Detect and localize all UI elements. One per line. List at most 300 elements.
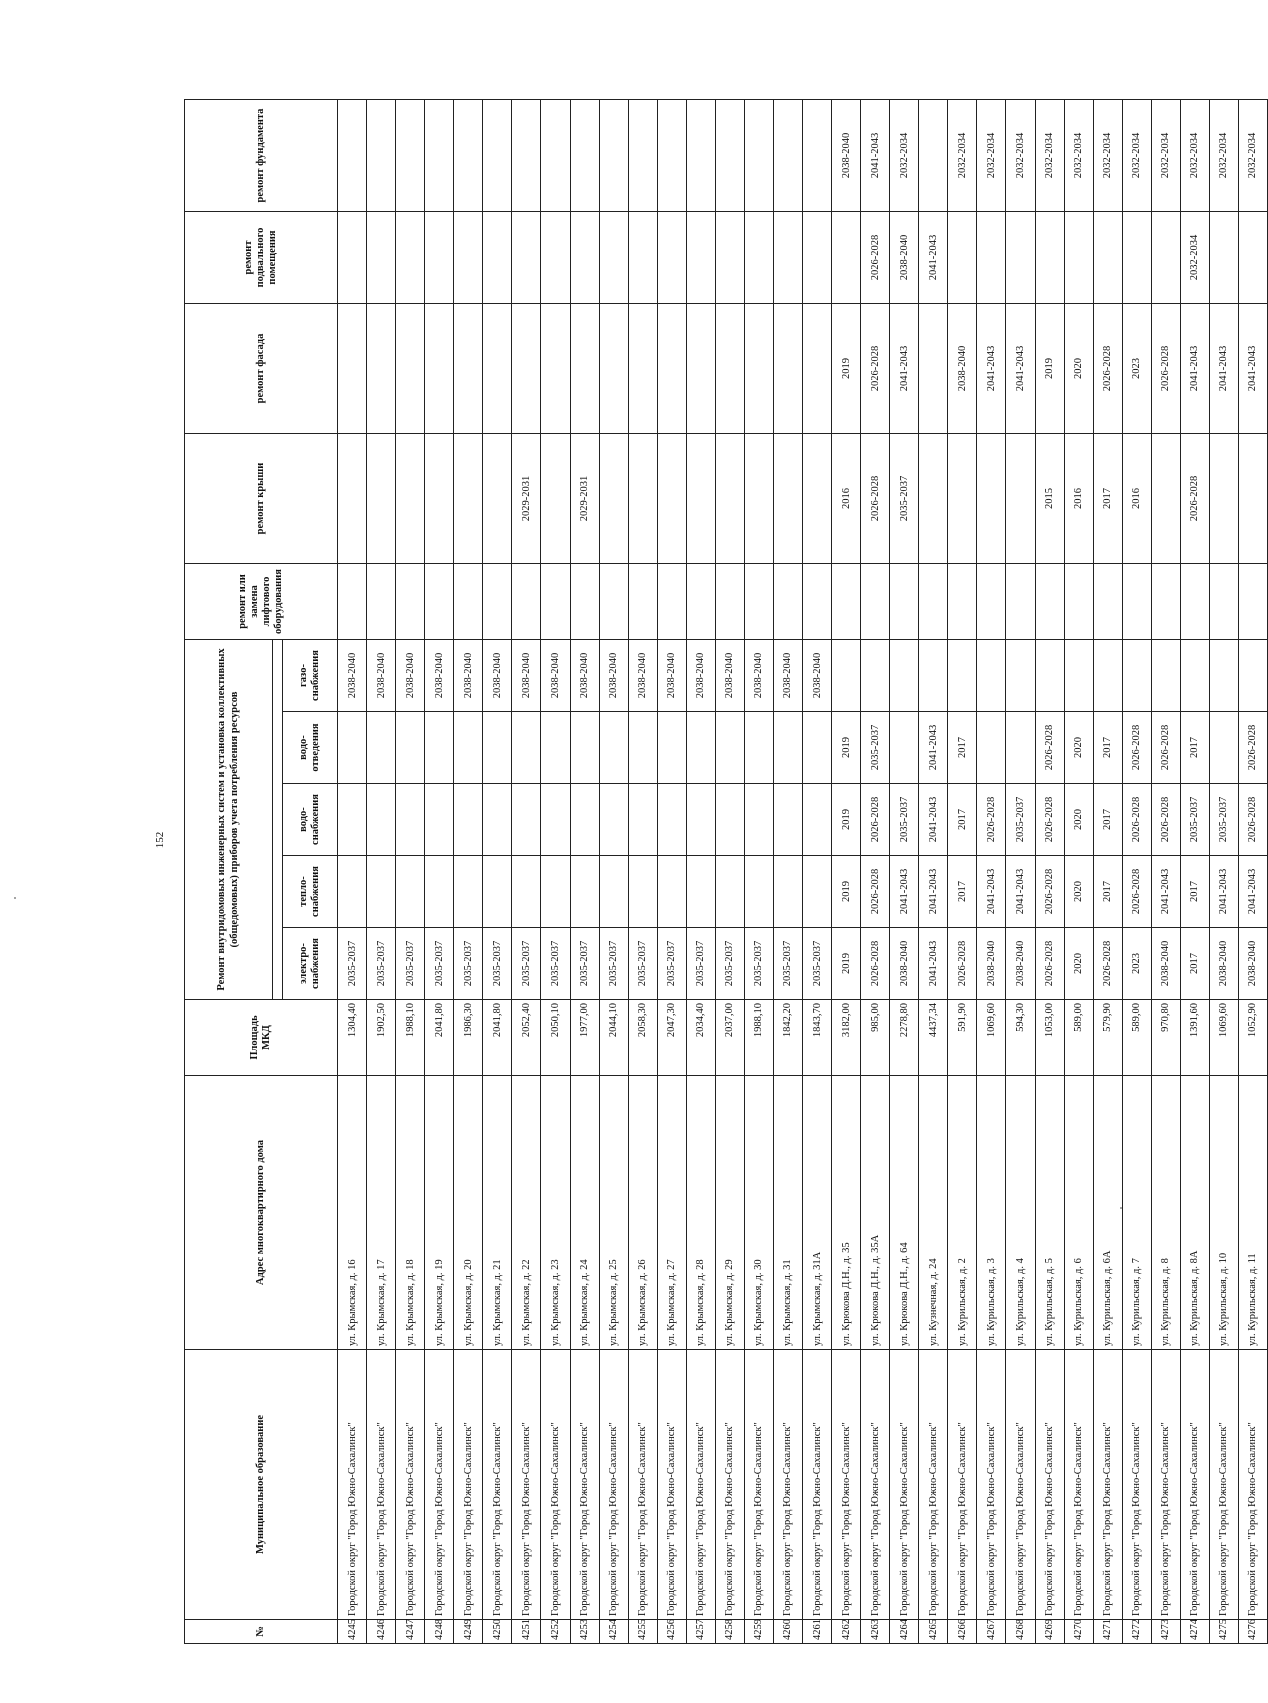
cell-sewerage [686,712,715,784]
cell-heating [773,856,802,928]
cell-area: 2041,80 [425,1000,454,1076]
cell-heating: 2041-2043 [919,856,948,928]
cell-foundation: 2032-2034 [1151,100,1180,212]
cell-municipality: Городской округ "Город Южно-Сахалинск" [454,1350,483,1620]
header-no: № [185,1620,338,1644]
cell-number: 4263 [861,1620,890,1644]
cell-elevator [919,564,948,640]
cell-roof: 2029-2031 [570,434,599,564]
cell-number: 4272 [1122,1620,1151,1644]
cell-address: ул. Курильская, д. 4 [1006,1076,1035,1350]
cell-heating [686,856,715,928]
cell-roof [773,434,802,564]
cell-water-supply [396,784,425,856]
cell-address: ул. Крюкова Д.Н., д. 35А [861,1076,890,1350]
table-row [715,100,744,1644]
cell-heating [425,856,454,928]
cell-water-supply [686,784,715,856]
cell-gas: 2038-2040 [541,640,570,712]
cell-basement [744,212,773,304]
cell-address: ул. Курильская, д. 8А [1180,1076,1209,1350]
cell-roof [541,434,570,564]
cell-elevator [773,564,802,640]
cell-water-supply [483,784,512,856]
cell-foundation [599,100,628,212]
cell-foundation: 2032-2034 [948,100,977,212]
cell-elevator [396,564,425,640]
cell-gas [1006,640,1035,712]
cell-area: 2052,40 [512,1000,541,1076]
cell-electricity: 2038-2040 [1209,928,1238,1000]
cell-heating: 2026-2028 [1122,856,1151,928]
table-row [541,100,570,1644]
cell-facade [454,304,483,434]
cell-electricity: 2035-2037 [715,928,744,1000]
cell-address: ул. Крюкова Д.Н., д. 64 [890,1076,919,1350]
cell-address: ул. Курильская, д. 6А [1093,1076,1122,1350]
cell-municipality: Городской округ "Город Южно-Сахалинск" [1238,1350,1267,1620]
cell-water-supply: 2035-2037 [1209,784,1238,856]
cell-basement [1209,212,1238,304]
cell-heating [657,856,686,928]
cell-basement [396,212,425,304]
cell-elevator [570,564,599,640]
cell-heating: 2041-2043 [1151,856,1180,928]
cell-foundation [919,100,948,212]
cell-roof [1006,434,1035,564]
cell-gas [861,640,890,712]
cell-number: 4256 [657,1620,686,1644]
cell-roof [1151,434,1180,564]
cell-electricity: 2035-2037 [396,928,425,1000]
cell-foundation [570,100,599,212]
cell-sewerage: 2017 [1180,712,1209,784]
table-row [396,100,425,1644]
cell-sewerage [541,712,570,784]
table-row [1209,100,1238,1644]
cell-area: 4437,34 [919,1000,948,1076]
cell-area: 1052,90 [1238,1000,1267,1076]
cell-address: ул. Курильская, д. 11 [1238,1076,1267,1350]
cell-address: ул. Крымская, д. 28 [686,1076,715,1350]
header-area: Площадь МКД [185,1000,338,1076]
header-municipality: Муниципальное образование [185,1350,338,1620]
cell-elevator [1151,564,1180,640]
cell-elevator [599,564,628,640]
cell-gas [1122,640,1151,712]
cell-elevator [657,564,686,640]
cell-electricity: 2035-2037 [744,928,773,1000]
cell-electricity: 2020 [1064,928,1093,1000]
cell-sewerage [454,712,483,784]
cell-number: 4260 [773,1620,802,1644]
cell-facade [570,304,599,434]
cell-heating: 2041-2043 [1238,856,1267,928]
cell-roof [919,434,948,564]
cell-foundation [541,100,570,212]
cell-electricity: 2019 [832,928,861,1000]
cell-gas: 2038-2040 [512,640,541,712]
cell-municipality: Городской округ "Город Южно-Сахалинск" [425,1350,454,1620]
cell-area: 1053,00 [1035,1000,1064,1076]
cell-electricity: 2038-2040 [1151,928,1180,1000]
cell-water-supply: 2035-2037 [1180,784,1209,856]
cell-municipality: Городской округ "Город Южно-Сахалинск" [948,1350,977,1620]
table-row [861,100,890,1644]
cell-water-supply [715,784,744,856]
cell-foundation: 2041-2043 [861,100,890,212]
cell-address: ул. Кузнечная, д. 24 [919,1076,948,1350]
cell-elevator [1180,564,1209,640]
cell-electricity: 2038-2040 [890,928,919,1000]
cell-sewerage: 2019 [832,712,861,784]
cell-foundation [628,100,657,212]
cell-number: 4266 [948,1620,977,1644]
header-sewerage: водо-отведения [283,712,338,784]
cell-gas: 2038-2040 [715,640,744,712]
cell-elevator [803,564,832,640]
cell-foundation: 2032-2034 [977,100,1006,212]
cell-address: ул. Крымская, д. 18 [396,1076,425,1350]
cell-elevator [1122,564,1151,640]
cell-gas: 2038-2040 [803,640,832,712]
cell-electricity: 2035-2037 [628,928,657,1000]
cell-basement [657,212,686,304]
cell-basement [1151,212,1180,304]
cell-gas: 2038-2040 [599,640,628,712]
cell-facade [744,304,773,434]
cell-municipality: Городской округ "Город Южно-Сахалинск" [396,1350,425,1620]
cell-municipality: Городской округ "Город Южно-Сахалинск" [715,1350,744,1620]
cell-gas: 2038-2040 [367,640,396,712]
cell-foundation: 2032-2034 [1122,100,1151,212]
table-row [1006,100,1035,1644]
cell-elevator [1006,564,1035,640]
cell-municipality: Городской округ "Город Южно-Сахалинск" [1122,1350,1151,1620]
cell-basement [1064,212,1093,304]
table-row [483,100,512,1644]
cell-sewerage [890,712,919,784]
cell-area: 2037,00 [715,1000,744,1076]
cell-roof [483,434,512,564]
cell-electricity: 2035-2037 [803,928,832,1000]
cell-elevator [1209,564,1238,640]
cell-municipality: Городской округ "Город Южно-Сахалинск" [803,1350,832,1620]
cell-roof [396,434,425,564]
cell-electricity: 2038-2040 [1006,928,1035,1000]
cell-address: ул. Курильская, д. 10 [1209,1076,1238,1350]
cell-water-supply [628,784,657,856]
cell-area: 1902,50 [367,1000,396,1076]
cell-area: 1391,60 [1180,1000,1209,1076]
cell-gas: 2038-2040 [628,640,657,712]
cell-elevator [715,564,744,640]
table-row [948,100,977,1644]
cell-heating [338,856,367,928]
cell-municipality: Городской округ "Город Южно-Сахалинск" [773,1350,802,1620]
cell-water-supply [599,784,628,856]
cell-number: 4259 [744,1620,773,1644]
cell-gas: 2038-2040 [686,640,715,712]
cell-facade [541,304,570,434]
cell-address: ул. Крымская, д. 22 [512,1076,541,1350]
cell-basement [541,212,570,304]
table-row [338,100,367,1644]
cell-basement [1093,212,1122,304]
cell-area: 1069,60 [977,1000,1006,1076]
cell-water-supply [512,784,541,856]
cell-foundation [657,100,686,212]
cell-roof: 2035-2037 [890,434,919,564]
cell-roof: 2016 [1122,434,1151,564]
table-row [1122,100,1151,1644]
cell-electricity: 2035-2037 [425,928,454,1000]
cell-basement [1006,212,1035,304]
cell-basement: 2026-2028 [861,212,890,304]
cell-roof [1209,434,1238,564]
header-address: Адрес многоквартирного дома [185,1076,338,1350]
cell-foundation [773,100,802,212]
cell-municipality: Городской округ "Город Южно-Сахалинск" [1180,1350,1209,1620]
cell-facade [367,304,396,434]
cell-sewerage [657,712,686,784]
cell-elevator [367,564,396,640]
table-row [919,100,948,1644]
cell-roof: 2026-2028 [1180,434,1209,564]
cell-facade [599,304,628,434]
header-facade: ремонт фасада [185,304,338,434]
cell-elevator [744,564,773,640]
cell-facade: 2019 [1035,304,1064,434]
cell-water-supply: 2041-2043 [919,784,948,856]
cell-number: 4257 [686,1620,715,1644]
cell-address: ул. Крюкова Д.Н., д. 35 [832,1076,861,1350]
cell-elevator [1238,564,1267,640]
cell-facade: 2041-2043 [977,304,1006,434]
scan-speck [14,897,16,899]
cell-address: ул. Крымская, д. 31 [773,1076,802,1350]
cell-roof [686,434,715,564]
cell-electricity: 2035-2037 [686,928,715,1000]
cell-number: 4265 [919,1620,948,1644]
cell-sewerage [744,712,773,784]
cell-municipality: Городской округ "Город Южно-Сахалинск" [338,1350,367,1620]
cell-elevator [338,564,367,640]
cell-water-supply: 2017 [1093,784,1122,856]
cell-heating [396,856,425,928]
cell-water-supply: 2026-2028 [1238,784,1267,856]
cell-address: ул. Крымская, д. 29 [715,1076,744,1350]
cell-heating [803,856,832,928]
cell-gas: 2038-2040 [338,640,367,712]
cell-gas [832,640,861,712]
cell-gas: 2038-2040 [425,640,454,712]
cell-elevator [454,564,483,640]
cell-electricity: 2026-2028 [861,928,890,1000]
cell-roof [715,434,744,564]
cell-gas [948,640,977,712]
cell-electricity: 2035-2037 [512,928,541,1000]
cell-number: 4248 [425,1620,454,1644]
cell-heating [541,856,570,928]
table-row [744,100,773,1644]
cell-sewerage [396,712,425,784]
cell-roof [599,434,628,564]
cell-facade [715,304,744,434]
cell-number: 4274 [1180,1620,1209,1644]
cell-number: 4276 [1238,1620,1267,1644]
cell-electricity: 2035-2037 [367,928,396,1000]
cell-elevator [1064,564,1093,640]
cell-basement: 2032-2034 [1180,212,1209,304]
cell-elevator [948,564,977,640]
cell-address: ул. Крымская, д. 17 [367,1076,396,1350]
cell-sewerage: 2020 [1064,712,1093,784]
cell-sewerage [483,712,512,784]
cell-electricity: 2017 [1180,928,1209,1000]
cell-electricity: 2026-2028 [1035,928,1064,1000]
cell-heating [454,856,483,928]
table-row [977,100,1006,1644]
cell-electricity: 2035-2037 [657,928,686,1000]
cell-heating [483,856,512,928]
cell-foundation [803,100,832,212]
table-row [454,100,483,1644]
cell-sewerage [338,712,367,784]
cell-facade: 2023 [1122,304,1151,434]
cell-facade: 2041-2043 [1238,304,1267,434]
cell-area: 1843,70 [803,1000,832,1076]
cell-area: 2058,30 [628,1000,657,1076]
cell-elevator [861,564,890,640]
cell-basement [425,212,454,304]
cell-foundation: 2032-2034 [1035,100,1064,212]
cell-number: 4253 [570,1620,599,1644]
cell-address: ул. Курильская, д. 3 [977,1076,1006,1350]
cell-address: ул. Крымская, д. 19 [425,1076,454,1350]
cell-electricity: 2035-2037 [599,928,628,1000]
cell-foundation [715,100,744,212]
cell-facade: 2019 [832,304,861,434]
cell-water-supply [425,784,454,856]
cell-roof: 2017 [1093,434,1122,564]
cell-municipality: Городской округ "Город Южно-Сахалинск" [541,1350,570,1620]
cell-municipality: Городской округ "Город Южно-Сахалинск" [512,1350,541,1620]
cell-facade [483,304,512,434]
cell-area: 1986,30 [454,1000,483,1076]
cell-electricity: 2026-2028 [1093,928,1122,1000]
cell-water-supply: 2020 [1064,784,1093,856]
cell-foundation: 2032-2034 [1238,100,1267,212]
cell-roof: 2016 [832,434,861,564]
cell-area: 3182,00 [832,1000,861,1076]
cell-address: ул. Крымская, д. 24 [570,1076,599,1350]
cell-sewerage: 2041-2043 [919,712,948,784]
cell-basement: 2041-2043 [919,212,948,304]
cell-municipality: Городской округ "Город Южно-Сахалинск" [1151,1350,1180,1620]
table-row [367,100,396,1644]
cell-roof: 2029-2031 [512,434,541,564]
table-row [657,100,686,1644]
cell-sewerage: 2035-2037 [861,712,890,784]
table-row [599,100,628,1644]
cell-sewerage: 2026-2028 [1151,712,1180,784]
cell-number: 4251 [512,1620,541,1644]
cell-facade [512,304,541,434]
cell-number: 4267 [977,1620,1006,1644]
cell-foundation [686,100,715,212]
cell-foundation: 2032-2034 [1064,100,1093,212]
cell-gas: 2038-2040 [744,640,773,712]
cell-municipality: Городской округ "Город Южно-Сахалинск" [1006,1350,1035,1620]
cell-roof [1238,434,1267,564]
cell-elevator [832,564,861,640]
table-row [1093,100,1122,1644]
cell-elevator [628,564,657,640]
cell-address: ул. Крымская, д. 20 [454,1076,483,1350]
cell-municipality: Городской округ "Город Южно-Сахалинск" [599,1350,628,1620]
cell-number: 4275 [1209,1620,1238,1644]
cell-number: 4249 [454,1620,483,1644]
header-water-supply: водо-снабжения [283,784,338,856]
cell-roof: 2015 [1035,434,1064,564]
cell-gas [1151,640,1180,712]
cell-basement [1238,212,1267,304]
cell-area: 591,90 [948,1000,977,1076]
cell-sewerage [715,712,744,784]
capital-repair-table [184,99,1268,1644]
table-header [185,100,338,1644]
cell-address: ул. Крымская, д. 26 [628,1076,657,1350]
cell-address: ул. Курильская, д. 7 [1122,1076,1151,1350]
cell-sewerage [570,712,599,784]
table-row [773,100,802,1644]
cell-basement [338,212,367,304]
cell-gas [1064,640,1093,712]
cell-area: 2047,30 [657,1000,686,1076]
cell-foundation: 2032-2034 [890,100,919,212]
cell-elevator [541,564,570,640]
cell-municipality: Городской округ "Город Южно-Сахалинск" [977,1350,1006,1620]
cell-gas: 2038-2040 [396,640,425,712]
cell-heating: 2041-2043 [890,856,919,928]
cell-facade [425,304,454,434]
cell-area: 1988,10 [744,1000,773,1076]
cell-water-supply [338,784,367,856]
cell-water-supply: 2017 [948,784,977,856]
cell-number: 4255 [628,1620,657,1644]
cell-address: ул. Курильская, д. 6 [1064,1076,1093,1350]
cell-facade [686,304,715,434]
cell-facade: 2020 [1064,304,1093,434]
cell-elevator [425,564,454,640]
cell-facade [338,304,367,434]
cell-basement [483,212,512,304]
cell-number: 4245 [338,1620,367,1644]
cell-roof [803,434,832,564]
cell-number: 4258 [715,1620,744,1644]
cell-heating [628,856,657,928]
cell-area: 1842,20 [773,1000,802,1076]
cell-facade [773,304,802,434]
cell-sewerage: 2026-2028 [1238,712,1267,784]
cell-sewerage [425,712,454,784]
cell-address: ул. Курильская, д. 8 [1151,1076,1180,1350]
cell-basement [570,212,599,304]
cell-electricity: 2038-2040 [1238,928,1267,1000]
cell-foundation: 2032-2034 [1180,100,1209,212]
cell-basement [977,212,1006,304]
